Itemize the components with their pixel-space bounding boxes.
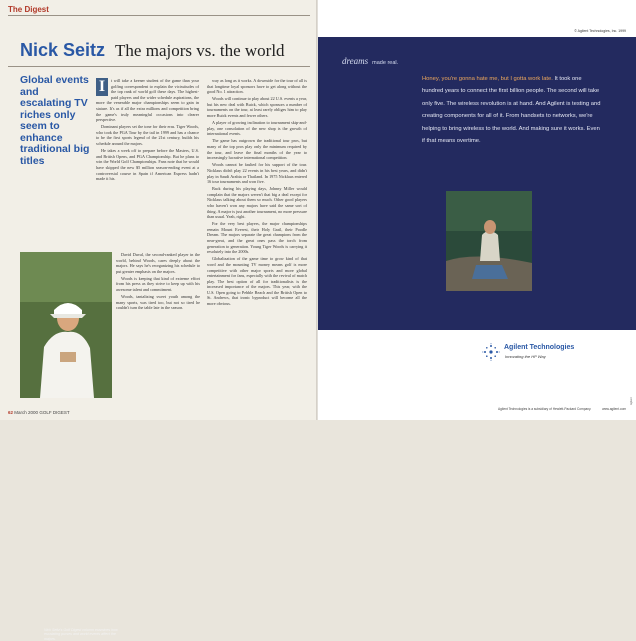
author-name: Nick Seitz [20,40,106,60]
article-paragraph: Woods, tantalizing sweet youth among the many sports, was tired too, but not so tired he couldn't turn the table late in the season. [116,294,200,311]
page-number: 62 [8,410,14,415]
tagline-script: dreams [342,56,369,66]
drop-cap: I [96,78,108,96]
tagline-made-real: made real. [372,60,399,66]
article-paragraph: A player of growing inclination to tournament skip-and-play, one consolation of the new shop is the growth of international events. [207,120,307,137]
column-title: The majors vs. the world [115,41,285,60]
brand-tagline: Innovating the HP Way [505,354,546,359]
article-paragraph: t will take a keener student of the game than your golfing correspondent to explain the vicissitudes of the top rank of world golf these days. The highest-paid players and the wider schedule aspirations, the more the venerable major championships seem to gain in stature. It's as if all the extra millions and competition bring the game's truly meaningful occasions into clearer perspective. [96,78,199,123]
ad-disclaimer: Agilent Technologies is a subsidiary of Hewlett-Packard Company. [498,407,592,411]
article-column-2 [207,78,307,308]
photo-caption: Nick Seitz's Golf Digest column examines how escalating purses and world events affect the majors. [44,628,118,641]
ad-photo-man [446,191,532,291]
deck-headline: Global events and escalating TV riches only seem to enhance traditional big titles [20,74,90,167]
right-page-ad [318,0,636,420]
ad-tagline [342,51,398,69]
magazine-name: GOLF DIGEST [39,410,70,415]
ad-body-copy [422,73,602,147]
brand-name: Agilent Technologies [504,344,575,351]
ad-panel [318,37,636,330]
column-heading [20,40,285,61]
article-paragraph: Woods is keeping that kind of extreme effort from his press as they strive to keep up with his awesome talent and commitment. [116,275,200,293]
article-paragraph: Globalization of the game time to grow kind of that word and the mounting TV money means golf is more competitive with other major sports and more global entertainment for fans, especially with the revival of match play. The best option of all for traditionalists is the increased importance of the majors. This year, with the U.S. Open going to Pebble Beach and the British Open to St. Andrews, that ironic byproduct will become all the more obvious. [207,256,307,307]
side-folio: Agilent [630,397,633,405]
article-paragraph: way as long as it works. A downside for the tour of all is that longtime loyal sponsors have to get along without the good No. 1 attraction. [207,78,307,95]
article-paragraph: Woods will continue to play about 22 U.S. events a year, but his new deal with Buick, which sponsors a number of tournaments on the tour, at least rarely obliges him to play more Buick events and fewer others. [207,96,307,119]
article-paragraph: The game has outgrown the traditional tour pros, but many of the top pros play only the minimum required by the tour, and leave the final months of the year to increasingly lucrative international competition. [207,138,307,161]
article-column-1-continued [116,252,200,312]
man-on-rock-illustration [446,191,532,291]
article-paragraph: Dominant players set the tone for their eras. Tiger Woods, who took the PGA Tour by the tail in 1999 and has a chance to be the first sports legend of the 21st century, builds his schedule around the majors. [96,124,199,147]
issue-date: March 2000 [14,410,39,415]
ad-copyright: © Agilent Technologies, Inc. 1999 [574,29,626,33]
article-paragraph: Back during his playing days, Johnny Miller would complain that the majors weren't that big a deal except for Nicklaus talking about them so much. Other good players who haven't won any majors have said the same sort of thing. A major is just another tournament, no more pressure than usual. Yeah, right. [207,186,307,220]
ad-url: www.agilent.com [602,407,626,411]
article-paragraph: David Duval, the second-ranked player in the world, behind Woods, cares deeply about the majors. He says he's reorganizing his schedule to put greater emphasis on the majors. [116,252,200,274]
section-label: The Digest [8,5,49,14]
article-column-1 [96,78,199,183]
heading-rule [8,66,310,67]
article-paragraph: For the very best players, the major championships remain Mount Everest, their Holy Grail, their Poodle Dream. The majors separate the great champions from the near-great, and the great ones pass the torch from generation to generation. Young Tiger Woods is carrying it resolutely into the 2000s. [207,221,307,255]
agilent-spark-logo [482,343,500,361]
page-folio [8,410,70,415]
ad-quote: Honey, you're gonna hate me, but I gotta work late. [422,76,553,82]
golfer-illustration [20,252,112,398]
article-paragraph: Woods cannot be faulted for his support of the tour. Nicklaus didn't play 22 events in his best years, and didn't play in Saudi Arabia or Thailand. In 1975 Nicklaus entered 16 tour tournaments and won five. [207,162,307,185]
header-rule [8,15,310,16]
article-paragraph: He takes a week off to prepare before the Masters, U.S. and British Opens, and PGA Championship. But he plans to win the World Golf Championships. Fans note that he would have skipped the new $5 million season-ending event at a controversial course in Spain if American Express hadn't made it his. [96,148,199,182]
ad-body-text: It took one hundred years to connect the first billion people. The second will take only five. The wireless revolution is at hand. And Agilent is testing and creating components for all of it. From handsets to networks, we're helping to bring wireless to the world. And making sure it works. Even if that means overtime. [422,76,601,145]
